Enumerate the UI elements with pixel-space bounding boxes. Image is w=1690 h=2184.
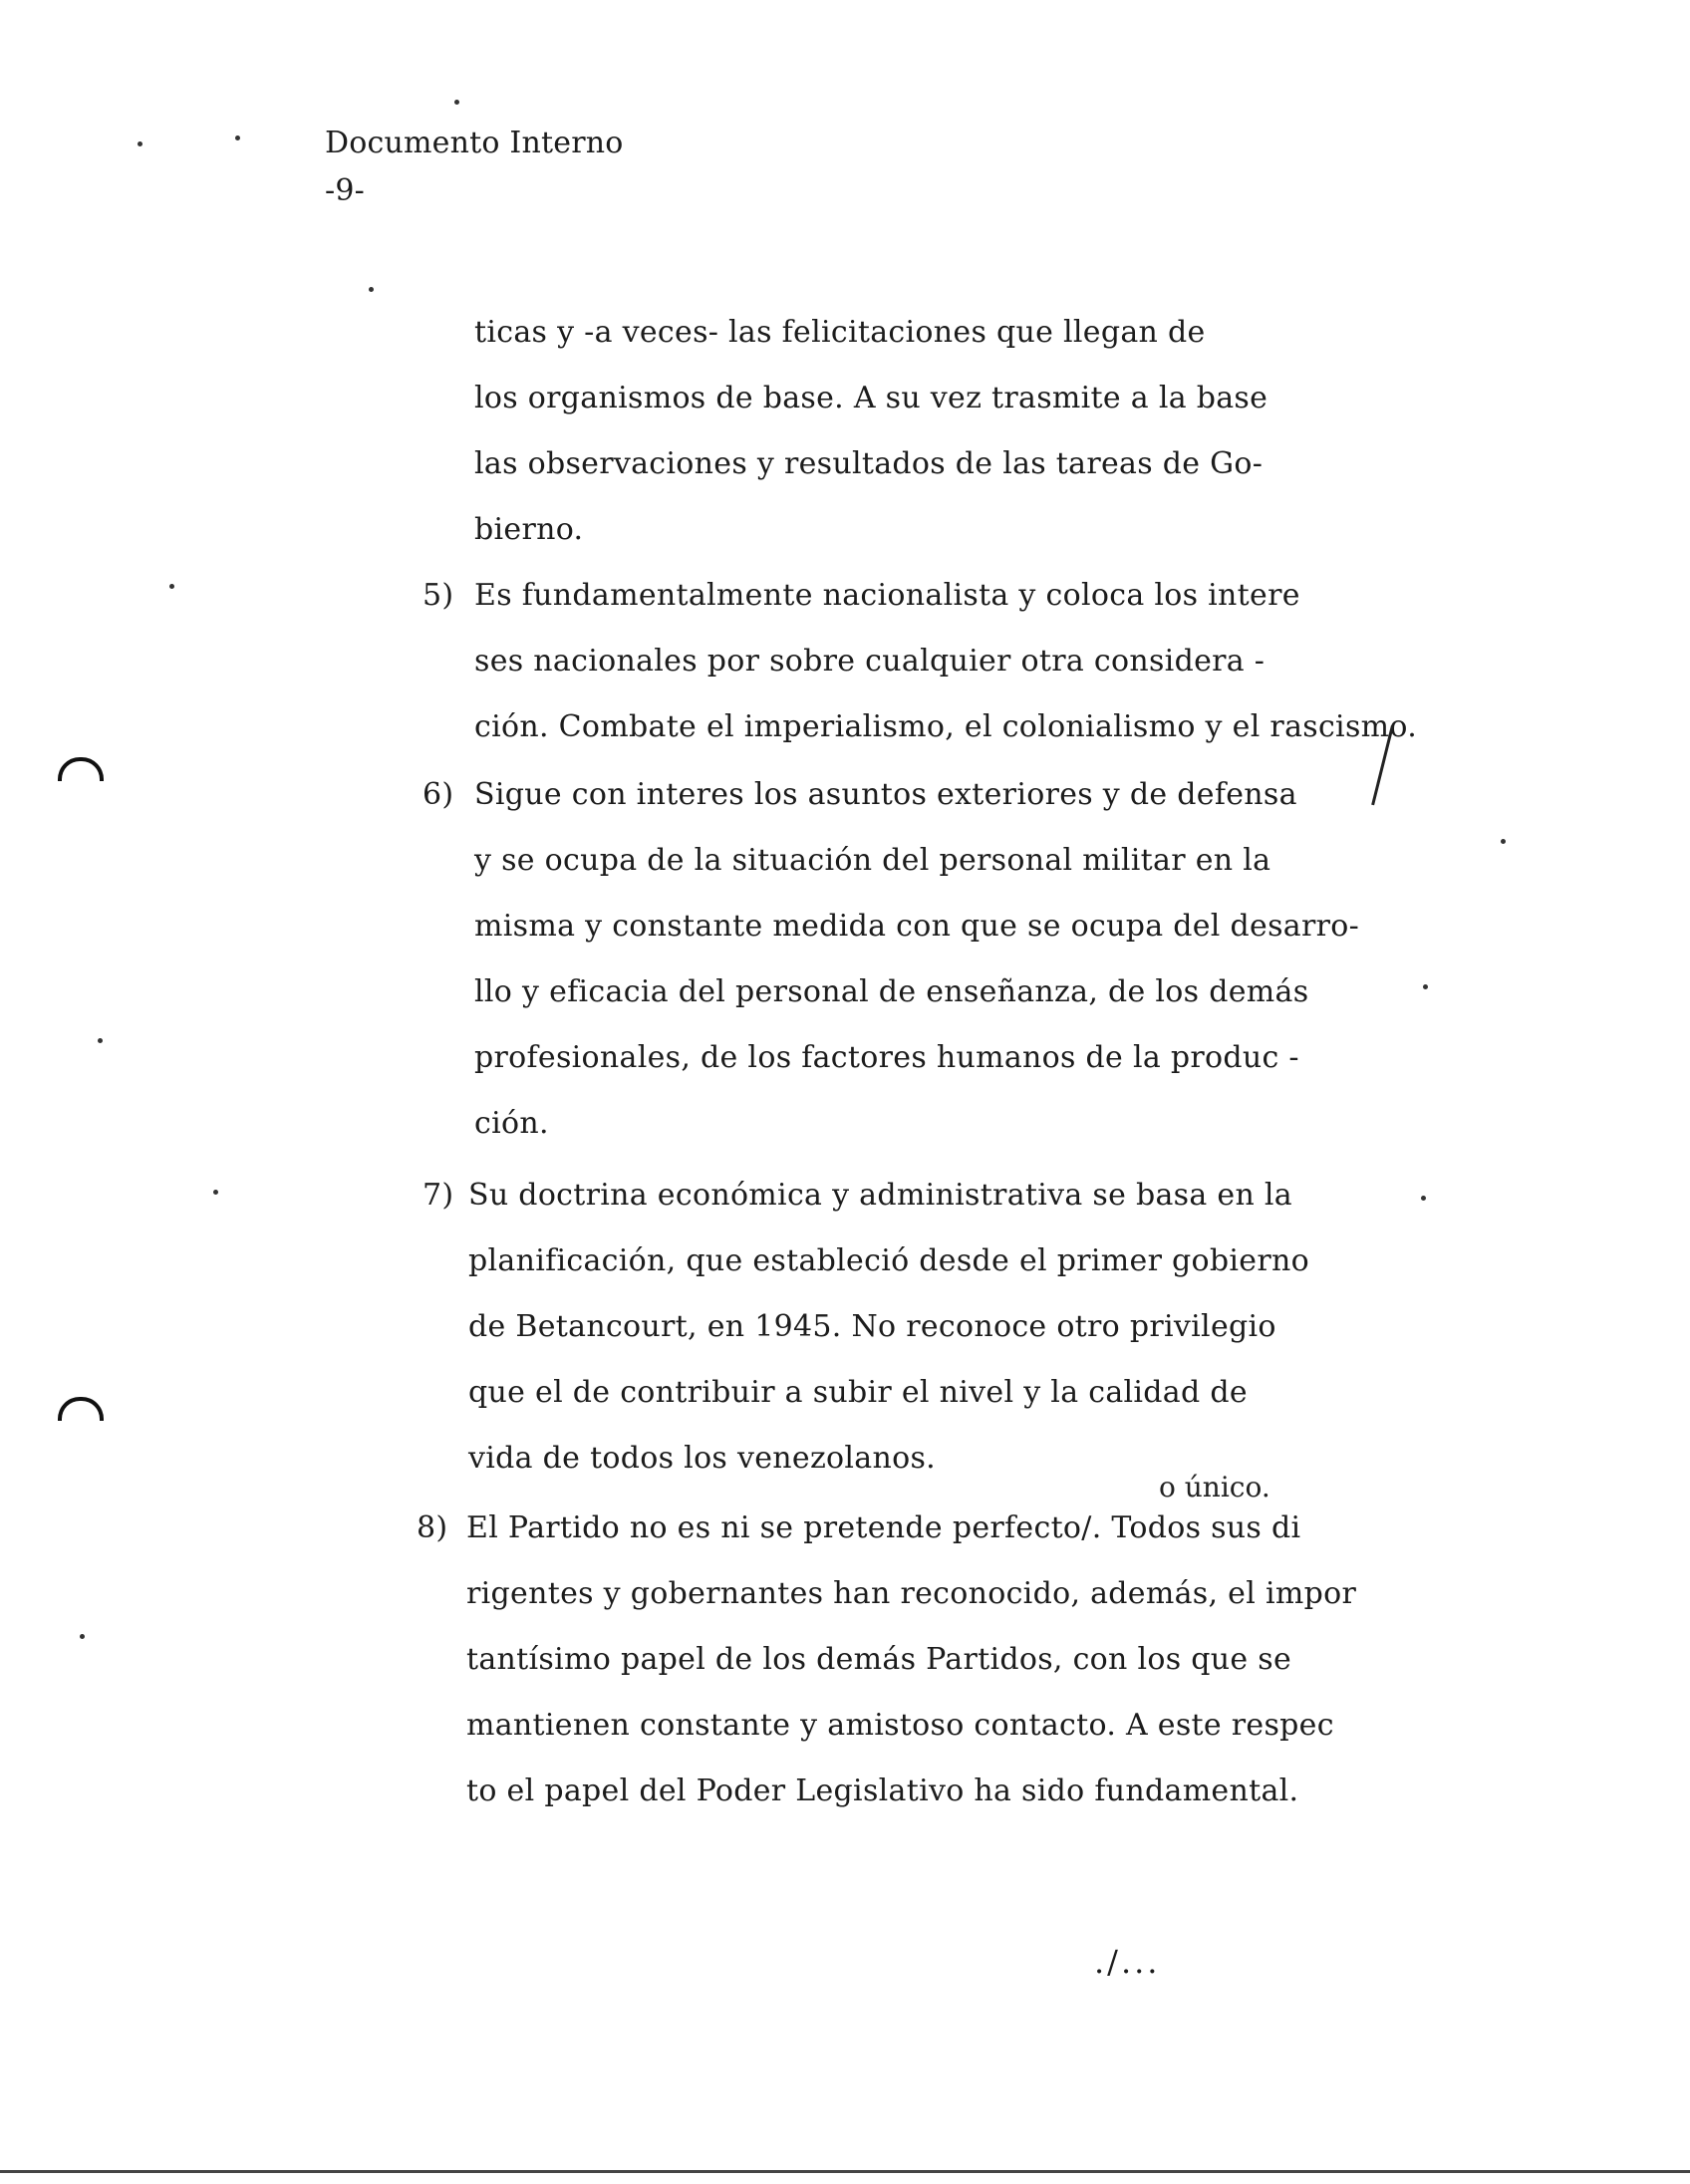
text-line: profesionales, de los factores humanos de la produc - bbox=[474, 1040, 1299, 1075]
text-line: Su doctrina económica y administrativa se basa en la bbox=[468, 1178, 1292, 1213]
text-line: planificación, que estableció desde el primer gobierno bbox=[468, 1243, 1309, 1278]
text-line: Es fundamentalmente nacionalista y coloca los intere bbox=[474, 578, 1300, 613]
item-number: 7) bbox=[422, 1178, 454, 1213]
item-number: 8) bbox=[417, 1510, 448, 1545]
text-line: to el papel del Poder Legislativo ha sido fundamental. bbox=[466, 1774, 1299, 1808]
document-title: Documento Interno bbox=[325, 126, 624, 160]
punch-hole-mark bbox=[58, 1397, 104, 1421]
text-line: vida de todos los venezolanos. bbox=[468, 1441, 937, 1476]
item-number: 5) bbox=[422, 578, 454, 613]
text-line: de Betancourt, en 1945. No reconoce otro privilegio bbox=[468, 1309, 1276, 1344]
text-line: los organismos de base. A su vez trasmite a la base bbox=[474, 381, 1268, 415]
text-line: llo y eficacia del personal de enseñanza, de los demás bbox=[474, 974, 1309, 1009]
page-number: -9- bbox=[325, 173, 365, 208]
document-header bbox=[325, 120, 624, 215]
scan-speck bbox=[213, 1190, 218, 1195]
scan-speck bbox=[1501, 839, 1506, 844]
text-line: ción. Combate el imperialismo, el colonialismo y el rascismo. bbox=[474, 709, 1418, 744]
text-line: El Partido no es ni se pretende perfecto/. Todos sus di bbox=[466, 1510, 1301, 1545]
item-number: 6) bbox=[422, 777, 454, 812]
text-line: las observaciones y resultados de las tareas de Go- bbox=[474, 446, 1264, 481]
scan-edge-line bbox=[0, 2170, 1690, 2173]
scan-speck bbox=[1423, 984, 1428, 989]
text-line: mantienen constante y amistoso contacto. A este respec bbox=[466, 1708, 1334, 1743]
text-line: ses nacionales por sobre cualquier otra considera - bbox=[474, 644, 1266, 679]
text-line: y se ocupa de la situación del personal militar en la bbox=[474, 843, 1271, 878]
scan-speck bbox=[369, 287, 374, 292]
scan-speck bbox=[1421, 1196, 1426, 1201]
text-line: ción. bbox=[474, 1106, 549, 1141]
scan-speck bbox=[169, 584, 174, 589]
text-line: misma y constante medida con que se ocupa del desarro- bbox=[474, 909, 1360, 944]
text-line: que el de contribuir a subir el nivel y la calidad de bbox=[468, 1375, 1248, 1410]
text-line: Sigue con interes los asuntos exteriores y de defensa bbox=[474, 777, 1297, 812]
text-line: tantísimo papel de los demás Partidos, con los que se bbox=[466, 1642, 1292, 1677]
continuation-mark: ./... bbox=[1094, 1943, 1161, 1981]
handwritten-note: o único. bbox=[1159, 1471, 1270, 1503]
scan-speck bbox=[138, 141, 142, 146]
text-line: bierno. bbox=[474, 512, 584, 547]
punch-hole-mark bbox=[58, 757, 104, 781]
scan-speck bbox=[80, 1634, 85, 1639]
text-line: ticas y -a veces- las felicitaciones que llegan de bbox=[474, 315, 1206, 350]
scan-speck bbox=[235, 136, 240, 140]
scan-speck bbox=[454, 100, 459, 105]
text-line: rigentes y gobernantes han reconocido, además, el impor bbox=[466, 1576, 1357, 1611]
scan-speck bbox=[98, 1038, 103, 1043]
